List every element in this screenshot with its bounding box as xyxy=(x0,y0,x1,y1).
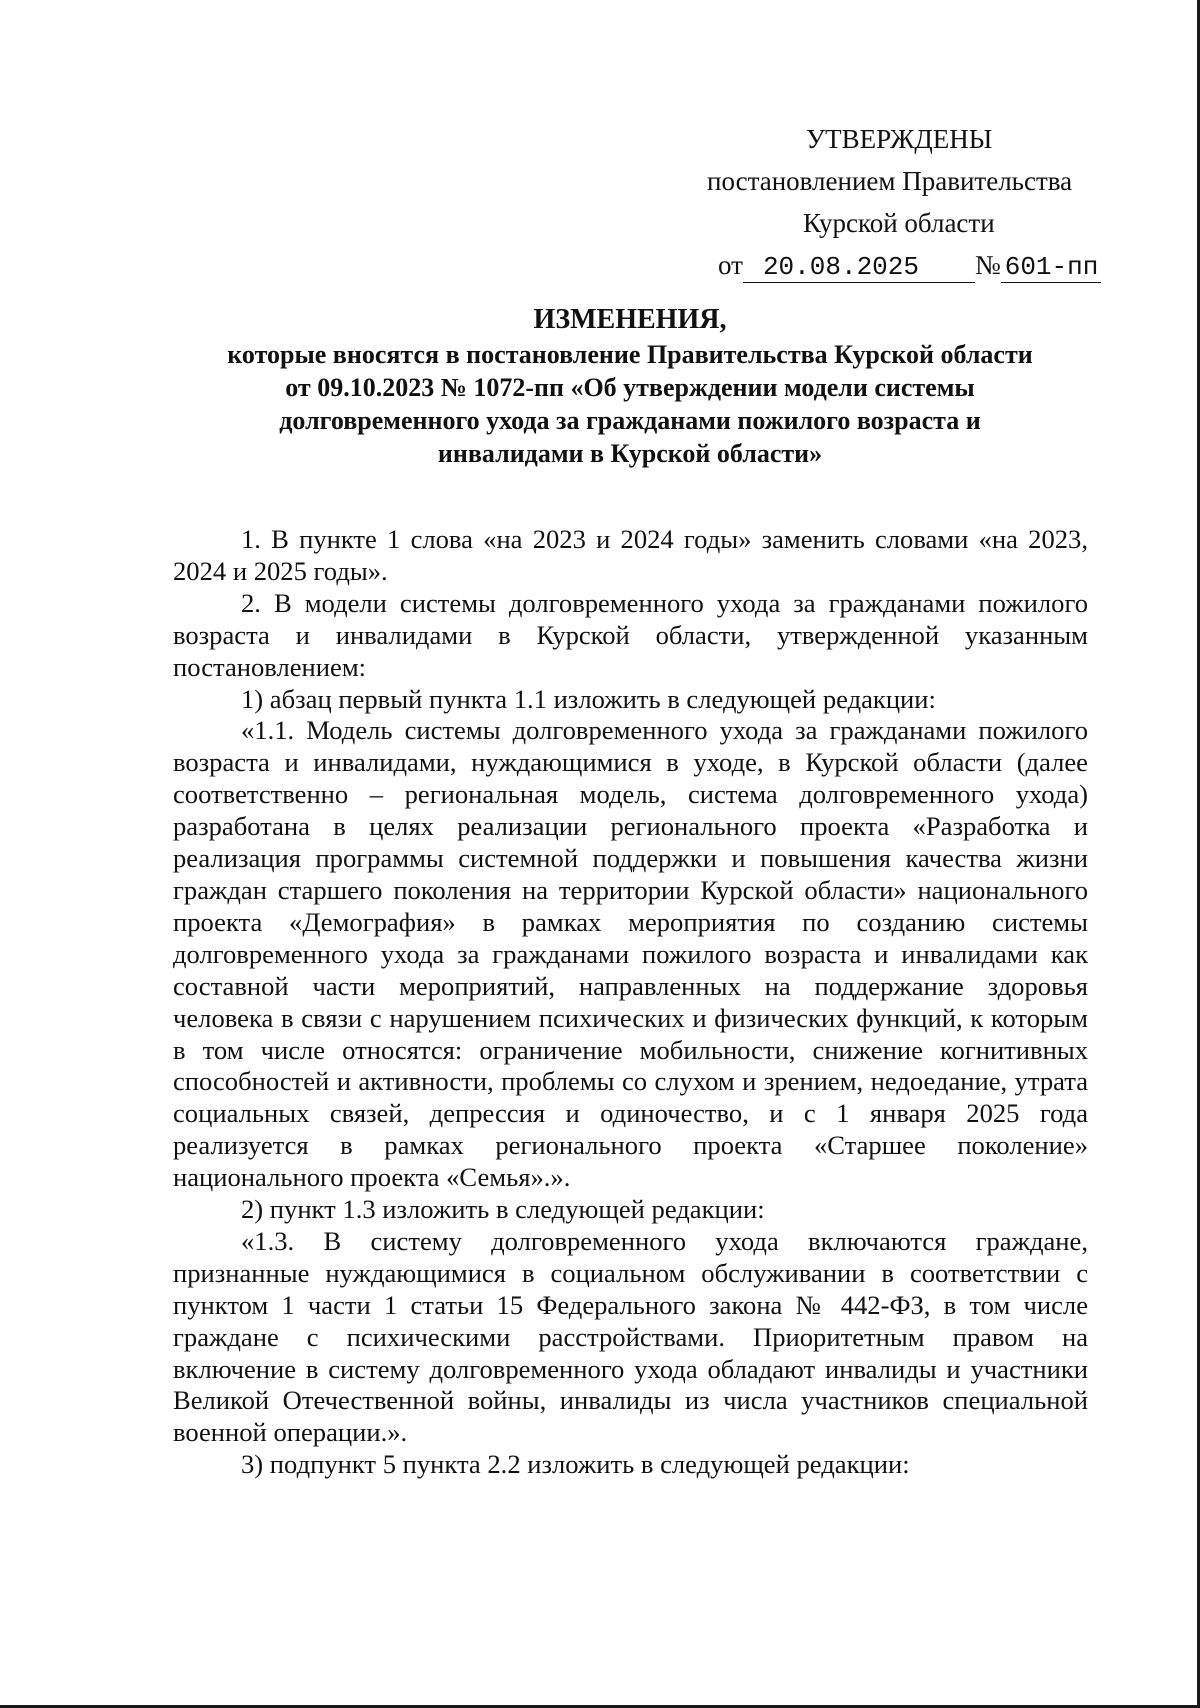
approval-date-number xyxy=(700,244,1160,286)
document-title: ИЗМЕНЕНИЯ, xyxy=(533,304,727,335)
approval-title: УТВЕРЖДЕНЫ xyxy=(806,124,993,154)
paragraph-1: 1. В пункте 1 слова «на 2023 и 2024 годы» заменить словами «на 2023, 2024 и 2025 годы». xyxy=(173,524,1088,586)
paragraph-quote-1-3: «1.3. В систему долговременного ухода включаются граждане, признанные нуждающимися в социальном обслуживании в соответствии с пунктом 1 части 1 статьи 15 Федерального закона № 442-ФЗ, в том числе граждане с психическими расстройствами. Приоритетным правом на включение в систему долговременного ухода обладают инвалиды и участники Великой Отечественной войны, инвалиды из числа участников специальной военной операции.». xyxy=(173,1225,1088,1448)
paragraph-2-3: 3) подпункт 5 пункта 2.2 изложить в следующей редакции: xyxy=(241,1449,910,1480)
date-prefix: от xyxy=(718,250,743,280)
heading-line: от 09.10.2023 № 1072-пп «Об утверждении модели системы xyxy=(285,373,975,402)
approval-region: Курской области xyxy=(803,208,995,238)
paragraph-2-1: 1) абзац первый пункта 1.1 изложить в следующей редакции: xyxy=(241,683,936,714)
paragraph-2: 2. В модели системы долговременного ухода за гражданами пожилого возраста и инвалидами в Курской области, утвержденной указанным постановлением: xyxy=(173,587,1088,682)
approval-issuer: постановлением Правительства xyxy=(707,166,1073,196)
heading-line: инвалидами в Курской области» xyxy=(437,439,823,468)
approval-date: 20.08.2025 xyxy=(743,252,975,283)
paragraph-2-2: 2) пункт 1.3 изложить в следующей редакции: xyxy=(241,1194,765,1225)
number-prefix: № xyxy=(974,250,1001,280)
approval-number: 601-пп xyxy=(1001,252,1101,283)
paragraph-quote-1-1: «1.1. Модель системы долговременного ухода за гражданами пожилого возраста и инвалидами, нуждающимися в уходе, в Курской области (далее соответственно – региональная модель, система долговременного ухода) разработана в целях реализации регионального проекта «Разработка и реализация программы системной поддержки и повышения качества жизни граждан старшего поколения на территории Курской области» национального проекта «Демография» в рамках мероприятия по созданию системы долговременного ухода за гражданами пожилого возраста и инвалидами как составной части мероприятий, направленных на поддержание здоровья человека в связи с нарушением психических и физических функций, к которым в том числе относятся: ограничение мобильности, снижение когнитивных способностей и активности, проблемы со слухом и зрением, недоедание, утрата социальных связей, депрессия и одиночество, и с 1 января 2025 года реализуется в рамках регионального проекта «Старшее поколение» национального проекта «Семья».». xyxy=(173,715,1088,1193)
document-body xyxy=(173,524,1088,1481)
heading-line: долговременного ухода за гражданами пожилого возраста и xyxy=(279,406,981,435)
approval-stamp-block xyxy=(700,118,1160,286)
heading-line: которые вносятся в постановление Правительства Курской области xyxy=(227,340,1033,369)
document-heading xyxy=(170,302,1090,470)
